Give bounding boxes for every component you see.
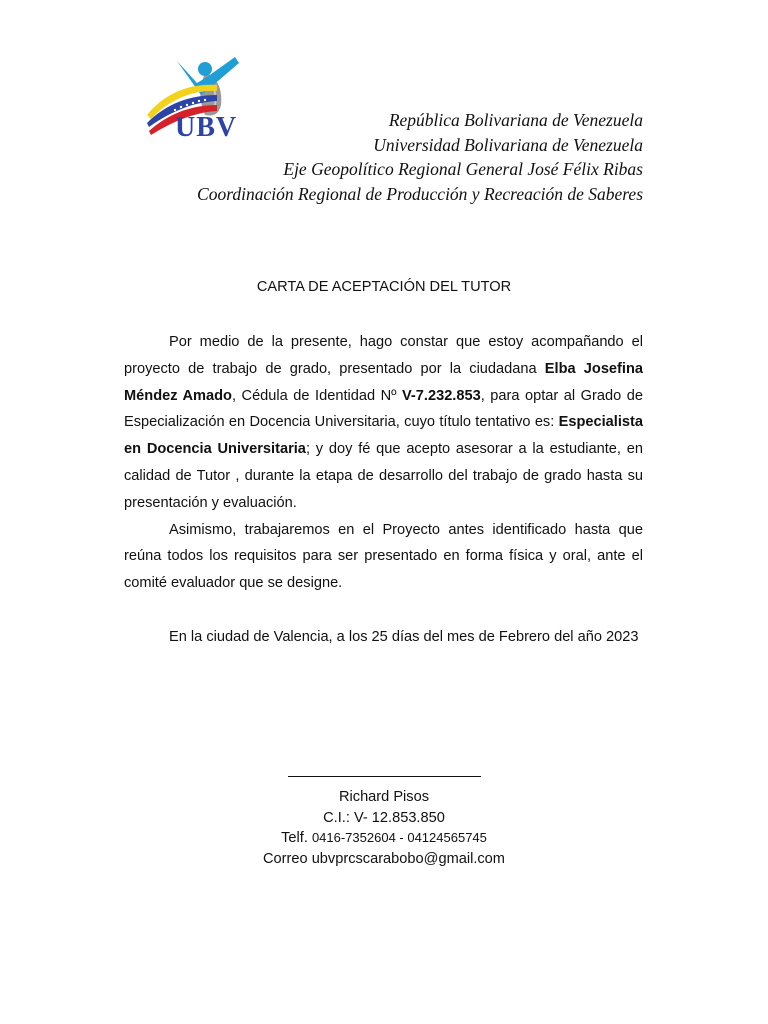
tutor-phone: [124, 828, 644, 849]
paragraph-commitment: Asimismo, trabajaremos en el Proyecto antes identificado hasta que reúna todos los requisitos para ser presentado en forma física y oral, ante el comité evaluador que se designe.: [124, 521, 643, 592]
email-label: Correo: [263, 850, 308, 867]
student-id: V-7.232.853: [402, 387, 481, 404]
signature-block: [124, 787, 644, 869]
paragraph-place-date: En la ciudad de Valencia, a los 25 días del mes de Febrero del año 2023: [169, 628, 639, 645]
signature-line: [288, 776, 481, 777]
header-line-university: Universidad Bolivariana de Venezuela: [373, 134, 643, 155]
letter-body: [124, 329, 643, 651]
header-line-eje: Eje Geopolítico Regional General José Félix Ribas: [283, 159, 643, 179]
paragraph-text: , Cédula de Identidad Nº: [231, 387, 402, 404]
paragraph-spacer: [124, 597, 643, 624]
tutor-ci: C.I.: V- 12.853.850: [323, 809, 445, 826]
institution-header: [197, 108, 643, 206]
logo-text: UBV: [175, 112, 238, 143]
paragraph-text: ; y doy fé que acepto asesorar a la estudiante, en calidad de Tutor , durante la etapa de desarrollo del trabajo de grado hasta su presentación y evaluación.: [124, 441, 643, 511]
email-address: ubvprcscarabobo@gmail.com: [311, 850, 505, 867]
phone-numbers: 0416-7352604 - 04124565745: [311, 830, 487, 845]
phone-label: Telf.: [281, 830, 308, 846]
tutor-email: [124, 849, 644, 870]
paragraph-acceptance: [124, 329, 643, 517]
document-title: CARTA DE ACEPTACIÓN DEL TUTOR: [256, 279, 512, 295]
student-name: Elba Josefina Méndez Amado: [124, 360, 643, 404]
header-line-republic: República Bolivariana de Venezuela: [388, 110, 643, 130]
header-line-coordination: Coordinación Regional de Producción y Recreación de Saberes: [197, 183, 643, 204]
thesis-title: Especialista en Docencia Universitaria: [124, 414, 643, 458]
paragraph-text: , para optar al Grado de Especialización en Docencia Universitaria, cuyo título tentativo es:: [124, 387, 643, 431]
tutor-name: Richard Pisos: [338, 789, 430, 805]
paragraph-text: Por medio de la presente, hago constar que estoy acompañando el proyecto de trabajo de grado, presentado por la ciudadana: [124, 334, 643, 377]
